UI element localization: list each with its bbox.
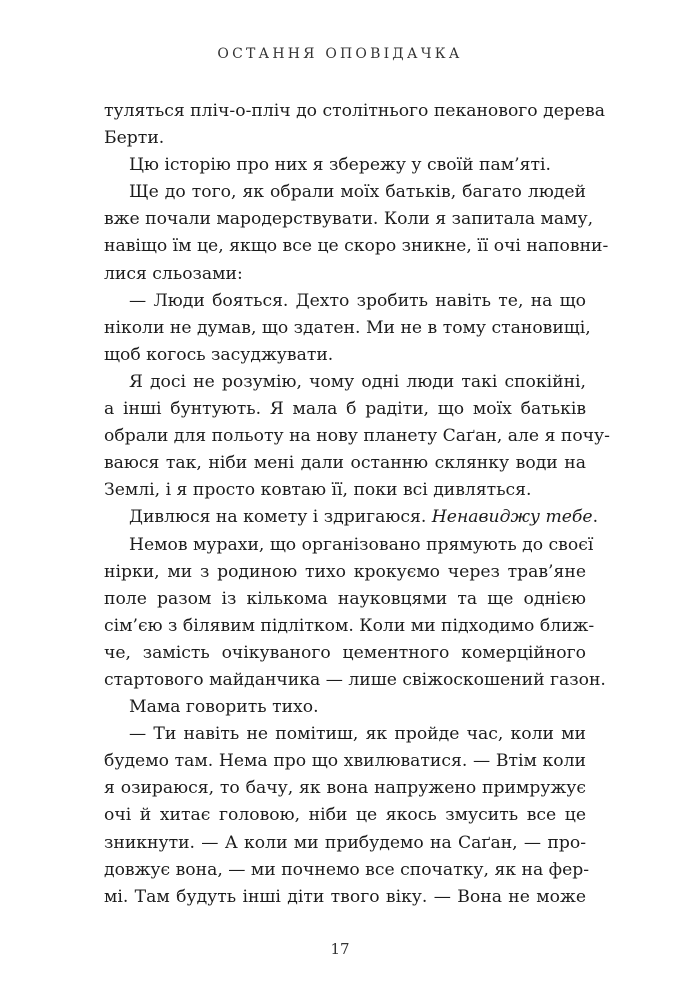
line-text: мі. Там будуть інші діти твого віку. — Вона не може: [104, 886, 586, 907]
line-text: а інші бунтують. Я мала б радіти, що моїх батьків: [104, 399, 586, 420]
line-text: — Ти навіть не помітиш, як пройде час, коли ми: [129, 724, 586, 745]
line-text: стартового майданчика — лише свіжоскошений газон.: [104, 669, 606, 690]
text-line: [104, 640, 586, 667]
text-line: [104, 342, 586, 369]
line-text: — Люди бояться. Дехто зробить навіть те, на що: [129, 290, 586, 311]
line-text: я озираюся, то бачу, як вона напружено примружує: [104, 778, 586, 799]
line-text: очі й хитає головою, ніби це якось змусить все це: [104, 805, 586, 826]
text-line: [104, 396, 586, 423]
text-line: [104, 179, 586, 206]
text-line: [104, 206, 594, 233]
line-text: ніколи не думав, що здатен. Ми не в тому становищі,: [104, 317, 591, 338]
italic-phrase: Ненавиджу тебе: [431, 507, 593, 528]
text-line: [104, 667, 606, 694]
text-line: [104, 586, 586, 613]
text-line: [104, 233, 609, 260]
line-text: навіщо їм це, якщо все це скоро зникне, її очі наповни-: [104, 236, 609, 257]
text-line: [104, 152, 586, 179]
text-line: [104, 721, 586, 748]
line-text: обрали для польоту на нову планету Саґан, але я почу-: [104, 426, 610, 447]
punctuation: .: [592, 507, 599, 528]
text-line: [104, 694, 586, 721]
line-text: Дивлюся на комету і здригаюся.: [129, 507, 427, 528]
text-line: [104, 477, 586, 504]
body-text: [104, 98, 610, 911]
text-line: [104, 532, 594, 559]
line-text: Землі, і я просто ковтаю її, поки всі дивляться.: [104, 480, 532, 501]
line-text: Немов мурахи, що організовано прямують до своєї: [129, 534, 594, 555]
running-head: ОСТАННЯ ОПОВІДАЧКА: [217, 46, 463, 62]
text-line: [104, 559, 586, 586]
text-line: [104, 504, 599, 531]
line-text: че, замість очікуваного цементного комерційного: [104, 642, 586, 663]
line-text: Мама говорить тихо.: [129, 697, 319, 718]
text-line: [104, 613, 595, 640]
line-text: Берти.: [104, 128, 165, 149]
line-text: будемо там. Нема про що хвилюватися. — Втім коли: [104, 751, 586, 772]
line-text: Цю історію про них я збережу у своїй пам’яті.: [129, 155, 551, 176]
line-text: зникнути. — А коли ми прибудемо на Саґан, — про-: [104, 832, 586, 853]
text-line: [104, 369, 586, 396]
line-text: Я досі не розумію, чому одні люди такі спокійні,: [129, 371, 586, 392]
line-text: поле разом із кількома науковцями та ще однією: [104, 588, 586, 609]
text-line: [104, 261, 586, 288]
line-text: довжує вона, — ми почнемо все спочатку, як на фер-: [104, 859, 590, 880]
page-number: 17: [330, 940, 350, 958]
text-line: [104, 775, 586, 802]
text-line: [104, 98, 605, 125]
line-text: нірки, ми з родиною тихо крокуємо через трав’яне: [104, 561, 586, 582]
line-text: лися сльозами:: [104, 263, 243, 284]
text-line: [104, 423, 610, 450]
text-line: [104, 315, 591, 342]
line-text: вже почали мародерствувати. Коли я запитала маму,: [104, 209, 594, 230]
text-line: [104, 125, 586, 152]
text-line: [104, 748, 586, 775]
text-line: [104, 857, 590, 884]
text-line: [104, 450, 586, 477]
text-line: [104, 288, 586, 315]
line-text: щоб когось засуджувати.: [104, 344, 334, 365]
text-line: [104, 830, 586, 857]
line-text: сім’єю з білявим підлітком. Коли ми підходимо ближ-: [104, 615, 595, 636]
text-line: [104, 802, 586, 829]
line-text: Ще до того, як обрали моїх батьків, багато людей: [129, 182, 586, 203]
line-text: туляться пліч-о-пліч до столітнього пеканового дерева: [104, 101, 605, 121]
text-line: [104, 884, 586, 911]
line-text: ваюся так, ніби мені дали останню склянку води на: [104, 453, 586, 474]
